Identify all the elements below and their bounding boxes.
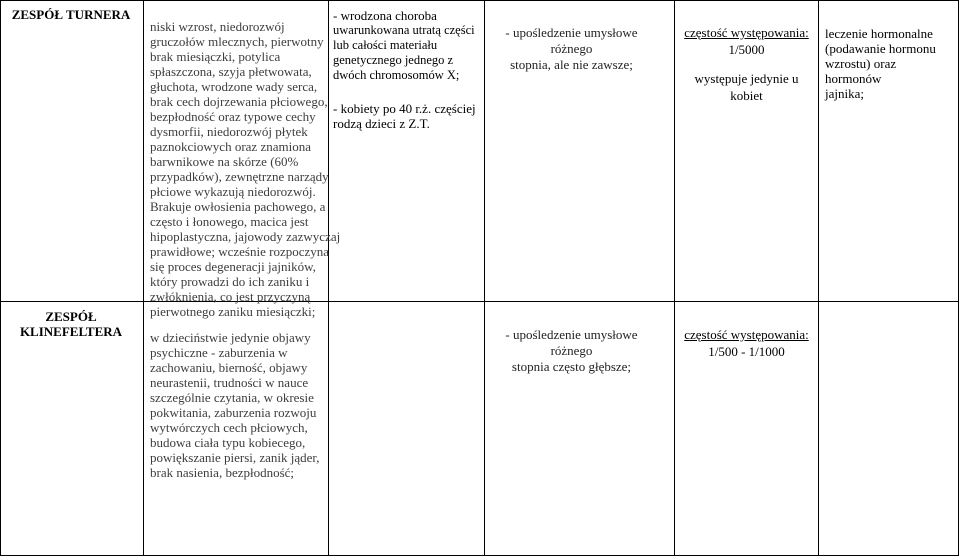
table-border-left <box>0 0 1 556</box>
treatment-turner: leczenie hormonalne (podawanie hormonu wzrostu) oraz hormonów jajnika; <box>825 26 936 101</box>
genetics-line: rodzą dzieci z Z.T. <box>333 116 430 131</box>
mental-line: stopnia, ale nie zawsze; <box>510 57 633 72</box>
frequency-value: 1/5000 <box>728 42 765 57</box>
syndrome-name-line: KLINEFELTERA <box>19 324 123 339</box>
row-divider <box>0 301 959 302</box>
frequency-value: 1/500 - 1/1000 <box>708 344 785 359</box>
frequency-klinefelter <box>684 326 809 360</box>
column-divider <box>818 0 819 556</box>
column-divider <box>143 0 144 556</box>
frequency-note: występuje jedynie u kobiet <box>694 71 799 103</box>
symptoms-turner: niski wzrost, niedorozwój gruczołów mlecznych, pierwotny brak miesiączki, potylica spłaszczona, szyja płetwowata, głuchota, wrodzone wady serca, brak cech dojrzewania płciowego, bezpłodność oraz typowe cechy dysmorfii, niedorozwój płytek paznokciowych oraz znamiona barwnikowe na skórze (60% przypadków), zewnętrzne narządy płciowe wykazują niedorozwój. Brakuje owłosienia pachowego, a często i łonowego, macica jest hipoplastyczna, jajowody zazwyczaj prawidłowe; wcześnie rozpoczyna się proces degeneracji jajników, który prowadzi do ich zaniku i zwłóknienia, co jest przyczyną pierwotnego zaniku miesiączki; <box>150 19 341 319</box>
mental-line: stopnia często głębsze; <box>511 359 632 374</box>
syndrome-name-line: ZESPÓŁ <box>45 309 97 324</box>
mental-retardation-klinefelter <box>484 327 659 375</box>
mental-line: - upośledzenie umysłowe różnego <box>505 25 638 56</box>
syndrome-name-klinefelter <box>6 309 136 339</box>
genetics-line: dwóch chromosomów X; <box>333 68 460 82</box>
column-divider <box>484 0 485 556</box>
genetics-line: genetycznego jednego z <box>333 53 454 67</box>
frequency-turner <box>684 24 809 104</box>
frequency-label: częstość występowania: <box>684 327 809 342</box>
symptoms-klinefelter: w dzieciństwie jedynie objawy psychiczne - zaburzenia w zachowaniu, bierność, objawy neurastenii, trudności w nauce szczególnie czytania, w okresie pokwitania, zaburzenia rozwoju wytwórczych cech płciowych, budowa ciała typu kobiecego, powiększanie piersi, zanik jąder, brak nasienia, bezpłodność; <box>150 330 320 480</box>
column-divider <box>674 0 675 556</box>
syndrome-name-turner: ZESPÓŁ TURNERA <box>11 7 131 22</box>
genetics-line: - wrodzona choroba <box>333 8 437 23</box>
genetics-line: uwarunkowana utratą części <box>333 23 475 37</box>
genetics-line: - kobiety po 40 r.ż. częściej <box>333 101 476 116</box>
frequency-label: częstość występowania: <box>684 25 809 40</box>
mental-retardation-turner <box>484 25 659 73</box>
table-border-top <box>0 0 959 1</box>
genetics-turner <box>333 8 483 131</box>
mental-line: - upośledzenie umysłowe różnego <box>505 327 638 358</box>
genetics-line: lub całości materiału <box>333 38 438 52</box>
